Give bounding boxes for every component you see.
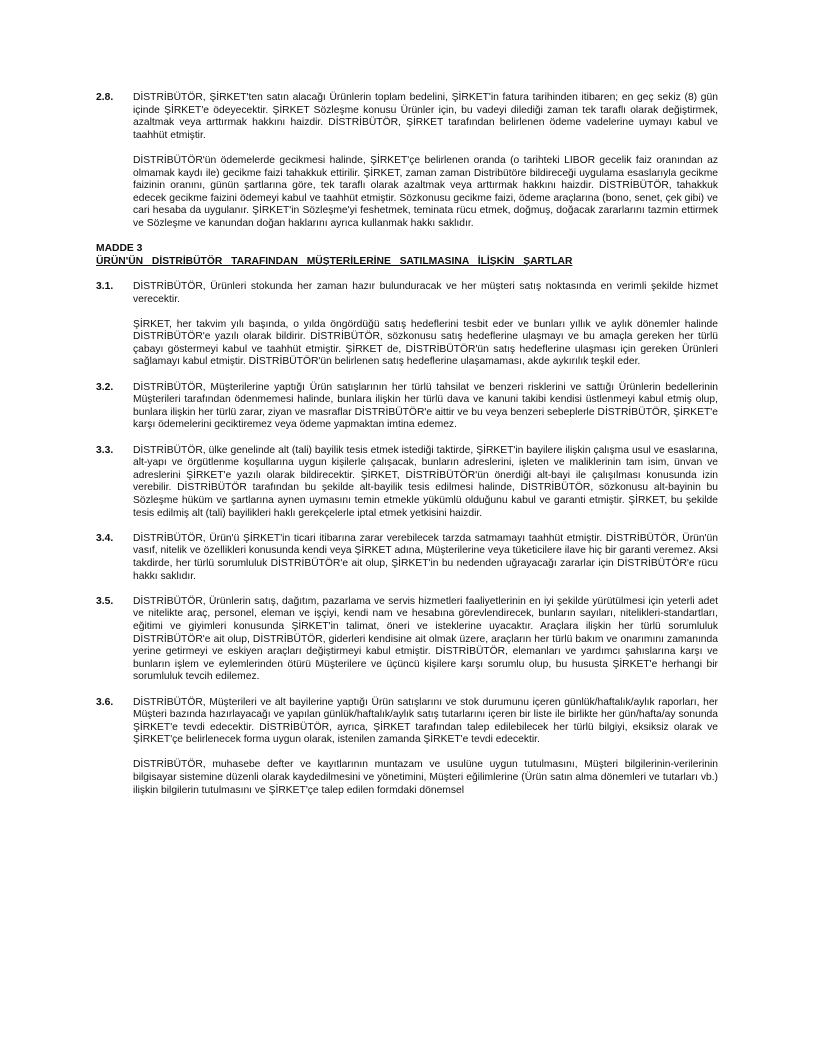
clause-number: 3.1. xyxy=(96,280,114,292)
clause-3-6 xyxy=(96,697,718,798)
clause-paragraph: DİSTRİBÜTÖR, muhasebe defter ve kayıtlarının muntazam ve usulüne uygun tutulmasını, Müşteri bilgilerinin-verilerinin bilgisayar sistemine düzenli olarak kaydedilmesini ve yönetimini, Müşteri eğilimlerine (Ürün satın alma dönemleri ve tutarları vb.) ilişkin bilgilerin tutulmasını ve ŞİRKET'çe talep edilen formdaki dönemsel xyxy=(133,759,718,796)
clause-body xyxy=(133,92,718,231)
clause-paragraph: DİSTRİBÜTÖR, Müşterilerine yaptığı Ürün satışlarının her türlü tahsilat ve benzeri risklerini ve sattığı Ürünlerin bedellerinin Müşterileri tarafından ödenmemesi halinde, bunlara ilişkin her türlü dava ve kanuni takibi kendisi üstlenmeyi kabul etmiş olup, bunlara ilişkin her türlü zarar, ziyan ve masraflar DİSTRİBÜTÖR'e aittir ve bu veya benzeri sebeplerle DİSTRİBÜTÖR, ŞİRKET'e karşı ödemelerini geciktiremez veya ödeme yapmaktan imtina edemez. xyxy=(133,381,718,431)
clause-paragraph: DİSTRİBÜTÖR, ŞİRKET'ten satın alacağı Ürünlerin toplam bedelini, ŞİRKET'in fatura tarihinden itibaren; en geç sekiz (8) gün içinde ŞİRKET'e ödeyecektir. ŞİRKET Sözleşme konusu Ürünler için, bu vadeyi dilediği zaman tek taraflı olarak değiştirmek, azaltmak veya arttırmak hakkını haizdir. DİSTRİBÜTÖR, ŞİRKET tarafından belirlenen ödeme vadelerine uymayı kabul ve taahhüt etmiştir. xyxy=(133,92,718,141)
clause-3-5 xyxy=(96,596,718,684)
clause-number: 3.4. xyxy=(96,532,114,544)
clause-body xyxy=(133,445,718,521)
article-label: MADDE 3 xyxy=(96,243,143,255)
clause-body xyxy=(133,533,718,583)
clause-number: 3.6. xyxy=(96,696,114,708)
clause-3-2 xyxy=(96,382,718,432)
clause-3-3 xyxy=(96,445,718,521)
clause-number: 3.5. xyxy=(96,595,114,607)
clause-body xyxy=(133,382,718,432)
clause-body xyxy=(133,281,718,369)
document-content xyxy=(96,92,718,810)
clause-number: 2.8. xyxy=(96,92,114,103)
clause-3-1 xyxy=(96,281,718,369)
clause-body xyxy=(133,596,718,684)
clause-number: 3.2. xyxy=(96,381,114,393)
article-heading xyxy=(96,243,718,268)
clause-paragraph: DİSTRİBÜTÖR, Ürünleri stokunda her zaman hazır bulunduracak ve her müşteri satış noktasında en verimli şekilde hizmet verecektir. xyxy=(133,280,718,305)
clause-paragraph: DİSTRİBÜTÖR, ülke genelinde alt (tali) bayilik tesis etmek istediği taktirde, ŞİRKET'in bayilere ilişkin çalışma usul ve esaslarına, alt-yapı ve örgütlenme koşullarına uygun kişilerle çalışacak, bunların adreslerini, işleten ve maliklerinin tam isim, ünvan ve adreslerini ŞİRKET'e yazılı olarak bildirecektir. ŞİRKET, DİSTRİBÜTÖR'ün önerdiği alt-bayi ile çalışılması konusunda izin verebilir. DİSTRİBÜTÖR tarafından bu şekilde alt-bayilik tesis edilmesi halinde, DİSTRİBÜTÖR, sözkonusu alt-bayinin bu Sözleşme hüküm ve şartlarına aynen uymasını temin etmekle yükümlü olduğunu kabul ve garanti etmiştir. ŞİRKET, bu şekilde tesis edilmiş alt (tali) bayilikleri haklı gerekçelerle iptal etmek yetkisini haizdir. xyxy=(133,444,718,519)
clause-body xyxy=(133,697,718,798)
clause-paragraph: DİSTRİBÜTÖR, Ürünlerin satış, dağıtım, pazarlama ve servis hizmetleri faaliyetlerinin en iyi şekilde yürütülmesi için yeterli adet ve nitelikte araç, personel, eleman ve işçiyi, kendi nam ve hesabına görevlendirecek, bunların sayıları, nitelikleri-standartları, eğitimi ve giyimleri konusunda ŞİRKET'in talimat, öneri ve isteklerine uyacaktır. Araçlara ilişkin her türlü sorumluluk DİSTRİBÜTÖR'e ait olup, DİSTRİBÜTÖR, giderleri kendisine ait olmak üzere, araçların her türlü bakım ve onarımını zamanında yerine getirmeyi ve eskiyen araçları değiştirmeyi kabul etmiştir. DİSTRİBÜTÖR, elemanları ve yardımcı şahıslarına karşı ve bunların işlem ve eylemlerinden ötürü Müşterilere ve üçüncü kişilere karşı sorumlu olup, bu hususta ŞİRKET'e herhangi bir sorumluluk tevcih edilemez. xyxy=(133,595,718,683)
article-title: ÜRÜN'ÜN DİSTRİBÜTÖR TARAFINDAN MÜŞTERİLERİNE SATILMASINA İLİŞKİN ŞARTLAR xyxy=(96,255,573,267)
clause-2-8 xyxy=(96,92,718,231)
clause-paragraph: ŞİRKET, her takvim yılı başında, o yılda öngördüğü satış hedeflerini tesbit eder ve bunları yıllık ve aylık dönemler halinde DİSTRİBÜTÖR'e yazılı olarak bildirir. DİSTRİBÜTÖR, sözkonusu satış hedeflerine ulaşmayı ve bu amaçla gereken her türlü çabayı göstermeyi kabul ve taahhüt etmiştir. ŞİRKET de, DİSTRİBÜTÖR'ün satış hedeflerine ulaşması için gereken Ürünleri sağlamayı kabul etmiştir. DİSTRİBÜTÖR'ün belirlenen satış hedeflerine ulaşamaması, akde aykırılık teşkil eder. xyxy=(133,318,718,368)
clause-number: 3.3. xyxy=(96,444,114,456)
clause-paragraph: DİSTRİBÜTÖR, Müşterileri ve alt bayilerine yaptığı Ürün satışlarını ve stok durumunu içeren günlük/haftalık/aylık raporları, her Müşteri bazında hazırlayacağı ve yapılan günlük/haftalık/aylık satış tutarlarını içeren bir liste ile birlikte her gün/hafta/ay sonunda ŞİRKET'e tevdi edecektir. DİSTRİBÜTÖR, ayrıca, ŞİRKET tarafından talep edilebilecek her türlü bilgiyi, eksiksiz olarak ve ŞİRKET'çe belirlenecek forma uygun olarak, istenilen zamanda ŞİRKET'e tevdi edecektir. xyxy=(133,696,718,746)
clause-paragraph: DİSTRİBÜTÖR'ün ödemelerde gecikmesi halinde, ŞİRKET'çe belirlenen oranda (o tarihteki LIBOR gecelik faiz oranından az olmamak kaydı ile) gecikme faizi tahakkuk ettirilir. ŞİRKET, zaman zaman Distribütöre bildireceği uygulama esaslarıyla gecikme faizinin oranını, günün şartlarına göre, tek taraflı olarak azaltmak veya arttırmak hakkını haizdir. DİSTRİBÜTÖR, tahakkuk edecek gecikme faizini ödemeyi kabul ve taahhüt etmiştir. Sözkonusu gecikme faizi, ödeme araçlarına (bono, senet, çek gibi) ve cari hesaba da uygulanır. ŞİRKET'in Sözleşme'yi feshetmek, teminata rücu etmek, doğmuş, doğacak zararlarını tazmin ettirmek ve Sözleşme ve kanundan doğan haklarını ayrıca kullanmak hakkı saklıdır. xyxy=(133,154,718,229)
clause-3-4 xyxy=(96,533,718,583)
clause-paragraph: DİSTRİBÜTÖR, Ürün'ü ŞİRKET'in ticari itibarına zarar verebilecek tarzda satmamayı taahhüt etmiştir. DİSTRİBÜTÖR, Ürün'ün vasıf, nitelik ve özellikleri konusunda kendi veya ŞİRKET adına, Müşterilerine veya tüketicilere ilave hiç bir garanti veremez. Aksi takdirde, her türlü sorumluluk DİSTRİBÜTÖR'e ait olup, ŞİRKET'in bu nedenden uğrayacağı zararlar için DİSTRİBÜTÖR'e rücu hakkı saklıdır. xyxy=(133,532,718,582)
